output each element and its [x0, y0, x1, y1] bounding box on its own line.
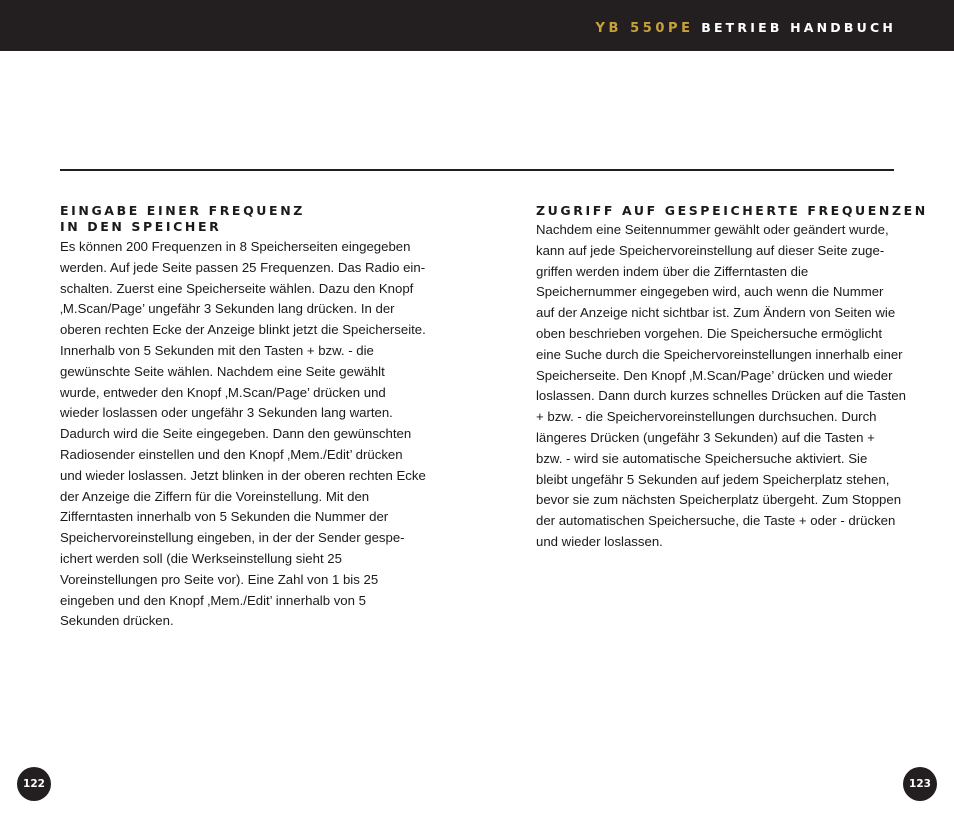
right-body-line: eine Suche durch die Speichervoreinstellungen innerhalb einer	[536, 346, 903, 362]
right-body-line: + bzw. - die Speichervoreinstellungen durchsuchen. Durch	[536, 409, 877, 425]
header-bar	[0, 0, 954, 51]
section-divider	[60, 169, 894, 171]
left-heading-line: IN DEN SPEICHER	[60, 219, 222, 234]
left-body-line: Zifferntasten innerhalb von 5 Sekunden die Nummer der	[60, 509, 389, 525]
right-body-line: auf der Anzeige nicht sichtbar ist. Zum Ändern von Seiten wie	[536, 305, 896, 321]
left-body-line: der Anzeige die Ziffern für die Voreinstellung. Mit den	[60, 488, 370, 504]
header-title	[595, 20, 896, 36]
left-body-line: ‚M.Scan/Page’ ungefähr 3 Sekunden lang drücken. In der	[60, 301, 395, 317]
left-body-line: Radiosender einstellen und den Knopf ‚Mem./Edit’ drücken	[60, 446, 403, 462]
left-heading-line: EINGABE EINER FREQUENZ	[60, 203, 305, 218]
left-body-line: Voreinstellungen pro Seite vor). Eine Zahl von 1 bis 25	[60, 571, 379, 587]
left-body-line: Es können 200 Frequenzen in 8 Speicherseiten eingegeben	[60, 239, 411, 254]
right-body-line: griffen werden indem über die Zifferntasten die	[536, 263, 809, 279]
right-body-line: Nachdem eine Seitennummer gewählt oder geändert wurde,	[536, 222, 889, 237]
left-body-line: eingeben und den Knopf ‚Mem./Edit’ innerhalb von 5	[60, 592, 366, 608]
right-body-line: längeres Drücken (ungefähr 3 Sekunden) auf die Tasten +	[536, 429, 875, 445]
right-body-line: und wieder loslassen.	[536, 533, 663, 549]
right-body	[536, 220, 906, 553]
right-body-line: oben beschrieben vorgehen. Die Speichersuche ermöglicht	[536, 325, 883, 341]
right-body-line: bevor sie zum nächsten Speicherplatz übergeht. Zum Stoppen	[536, 492, 902, 508]
left-body-line: Dadurch wird die Seite eingegeben. Dann den gewünschten	[60, 426, 412, 442]
left-body-line: Speichervoreinstellung eingeben, in der der Sender gespe-	[60, 530, 405, 546]
left-body-line: gewünschte Seite wählen. Nachdem eine Seite gewählt	[60, 363, 385, 379]
left-body-line: wurde, entweder den Knopf ‚M.Scan/Page’ drücken und	[60, 384, 386, 400]
left-body	[60, 237, 426, 632]
page-number-left: 122	[17, 767, 51, 801]
header-model: YB 550PE	[595, 21, 694, 36]
right-body-line: bzw. - wird sie automatische Speichersuche aktiviert. Sie	[536, 450, 868, 466]
right-body-line: Speichernummer eingegeben wird, auch wenn die Nummer	[536, 284, 884, 300]
right-heading	[536, 203, 928, 219]
right-body-line: kann auf jede Speichervoreinstellung auf dieser Seite zuge-	[536, 242, 885, 258]
right-body-line: Speicherseite. Den Knopf ‚M.Scan/Page’ drücken und wieder	[536, 367, 893, 383]
right-body-line: bleibt ungefähr 5 Sekunden auf jedem Speicherplatz stehen,	[536, 471, 890, 487]
left-body-line: Sekunden drücken.	[60, 613, 174, 629]
left-body-line: werden. Auf jede Seite passen 25 Frequenzen. Das Radio ein-	[60, 259, 426, 275]
left-body-line: schalten. Zuerst eine Speicherseite wählen. Dazu den Knopf	[60, 280, 414, 296]
left-body-line: und wieder loslassen. Jetzt blinken in der oberen rechten Ecke	[60, 467, 426, 483]
left-body-line: Innerhalb von 5 Sekunden mit den Tasten + bzw. - die	[60, 342, 374, 358]
right-column	[536, 203, 928, 553]
left-heading	[60, 203, 422, 235]
left-column	[60, 203, 426, 632]
left-body-line: wieder loslassen oder ungefähr 3 Sekunden lang warten.	[60, 405, 393, 421]
right-body-line: der automatischen Speichersuche, die Taste + oder - drücken	[536, 513, 896, 529]
right-body-line: loslassen. Dann durch kurzes schnelles Drücken auf die Tasten	[536, 388, 906, 404]
right-heading-line: ZUGRIFF AUF GESPEICHERTE FREQUENZEN	[536, 203, 928, 218]
header-subtitle: BETRIEB HANDBUCH	[701, 20, 896, 35]
page-number-right: 123	[903, 767, 937, 801]
left-body-line: oberen rechten Ecke der Anzeige blinkt jetzt die Speicherseite.	[60, 322, 426, 338]
left-body-line: ichert werden soll (die Werkseinstellung sieht 25	[60, 550, 342, 566]
